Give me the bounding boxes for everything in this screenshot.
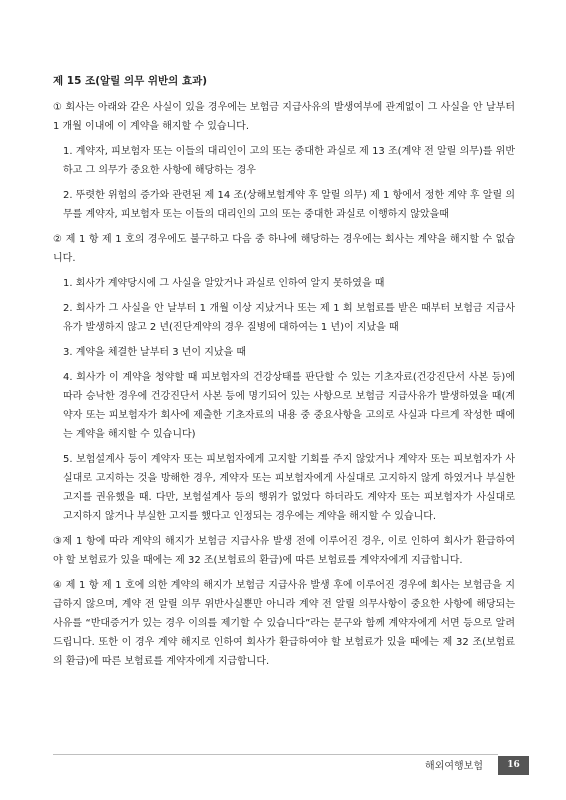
paragraph-2-item-1: 1. 회사가 계약당시에 그 사실을 알았거나 과실로 인하여 알지 못하였을 때	[63, 278, 385, 289]
paragraph-1: ① 회사는 아래와 같은 사실이 있을 경우에는 보험금 지급사유의 발생여부에 관계없이 그 사실을 안 날부터 1 개월 이내에 이 계약을 해지할 수 있습니다.	[53, 102, 515, 132]
paragraph-2-item-5: 5. 보험설계사 등이 계약자 또는 피보험자에게 고지할 기회를 주지 않았거나 계약자 또는 피보험자가 사실대로 고지하는 것을 방해한 경우, 계약자 또는 피보험자에게 사실대로 고지하지 않게 하였거나 부실한 고지를 권유했을 때. 다만, 보험설계사 등의 행위가 없었다 하더라도 계약자 또는 피보험자가 사실대로 고지하지 않거나 부실한 고지를 했다고 인정되는 경우에는 계약을 해지할 수 있습니다.	[63, 454, 515, 522]
article-title: 제 15 조(알릴 의무 위반의 효과)	[53, 75, 208, 87]
article-body	[53, 73, 515, 677]
paragraph-4: ④ 제 1 항 제 1 호에 의한 계약의 해지가 보험금 지급사유 발생 후에 이루어진 경우에 회사는 보험금을 지급하지 않으며, 계약 전 알릴 의무 위반사실뿐만 아니라 계약 전 알릴 의무사항이 중요한 사항에 해당되는 사유를 “반대증거가 있는 경우 이의를 제기할 수 있습니다”라는 문구와 함께 계약자에게 서면 등으로 알려 드립니다. 또한 이 경우 계약 해지로 인하여 회사가 환급하여야 할 보험료가 있을 때에는 제 32 조(보험료의 환급)에 따른 보험료를 계약자에게 지급합니다.	[53, 580, 515, 667]
page-number: 16	[498, 756, 529, 775]
footer-divider	[53, 754, 498, 755]
paragraph-3: ③제 1 항에 따라 계약의 해지가 보험금 지급사유 발생 전에 이루어진 경우, 이로 인하여 회사가 환급하여야 할 보험료가 있을 때에는 제 32 조(보험료의 환급)에 따른 보험료를 계약자에게 지급합니다.	[53, 536, 515, 566]
paragraph-1-item-1: 1. 계약자, 피보험자 또는 이들의 대리인이 고의 또는 중대한 과실로 제 13 조(계약 전 알릴 의무)를 위반하고 그 의무가 중요한 사항에 해당하는 경우	[63, 146, 515, 176]
paragraph-1-item-2: 2. 뚜렷한 위험의 증가와 관련된 제 14 조(상해보험계약 후 알릴 의무) 제 1 항에서 정한 계약 후 알릴 의무를 계약자, 피보험자 또는 이들의 대리인의 고의 또는 중대한 과실로 이행하지 않았을때	[63, 190, 515, 220]
paragraph-2: ② 제 1 항 제 1 호의 경우에도 불구하고 다음 중 하나에 해당하는 경우에는 회사는 계약을 해지할 수 없습니다.	[53, 234, 515, 264]
paragraph-2-item-3: 3. 계약을 체결한 날부터 3 년이 지났을 때	[63, 347, 247, 358]
paragraph-2-item-4: 4. 회사가 이 계약을 청약할 때 피보험자의 건강상태를 판단할 수 있는 기초자료(건강진단서 사본 등)에 따라 승낙한 경우에 건강진단서 사본 등에 명기되어 있는 사항으로 보험금 지급사유가 발생하였을 때(계약자 또는 피보험자가 회사에 제출한 기초자료의 내용 중 중요사항을 고의로 사실과 다르게 작성한 때에는 계약을 해지할 수 있습니다)	[63, 372, 515, 440]
footer-label: 해외여행보험	[425, 761, 483, 772]
paragraph-2-item-2: 2. 회사가 그 사실을 안 날부터 1 개월 이상 지났거나 또는 제 1 회 보험료를 받은 때부터 보험금 지급사유가 발생하지 않고 2 년(진단계약의 경우 질병에 대하여는 1 년)이 지났을 때	[63, 303, 515, 333]
